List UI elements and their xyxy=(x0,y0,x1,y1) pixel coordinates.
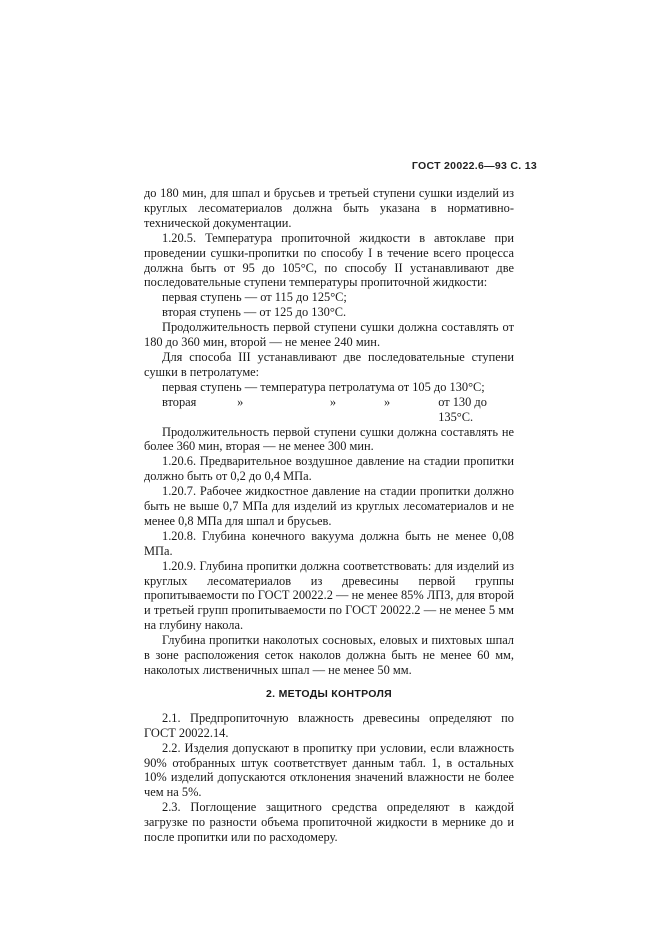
petrolatum-line-2 xyxy=(144,395,514,425)
petrolatum-line-2-col5: от 130 до 135°С. xyxy=(438,394,487,424)
petrolatum-line-2-col3: » xyxy=(329,394,337,409)
petrolatum-line-2-col4: » xyxy=(384,394,391,409)
section-title: 2. МЕТОДЫ КОНТРОЛЯ xyxy=(266,687,392,700)
paragraph-duration-1: Продолжительность первой ступени сушки должна составлять от 180 до 360 мин, второй — не менее 240 мин. xyxy=(144,320,514,350)
page-header: ГОСТ 20022.6—93 С. 13 xyxy=(411,160,537,172)
paragraph-1-20-9: 1.20.9. Глубина пропитки должна соответствовать: для изделий из круглых лесоматериалов из древесины первой группы пропитываемости по ГОСТ 20022.2 — не менее 85% ЛПЗ, для второй и третьей групп пропитываемости по ГОСТ 20022.2 — не менее 5 мм на глубину накола. xyxy=(144,558,514,633)
paragraph-2-1: 2.1. Предпропиточную влажность древесины определяют по ГОСТ 20022.14. xyxy=(144,710,514,740)
petrolatum-line-2-col1: вторая xyxy=(162,394,197,409)
paragraph-1-20-5: 1.20.5. Температура пропиточной жидкости в автоклаве при проведении сушки-пропитки по способу I в течение всего процесса должна быть от 95 до 105°С, по способу II устанавливают две последовательные ступени температуры пропиточной жидкости: xyxy=(144,230,514,290)
stage-1-line: первая ступень — от 115 до 125°С; xyxy=(162,290,347,305)
paragraph-continuation: до 180 мин, для шпал и брусьев и третьей ступени сушки изделий из круглых лесоматериалов должна быть указана в нормативно-технической документации. xyxy=(144,186,514,230)
paragraph-1-20-6: 1.20.6. Предварительное воздушное давление на стадии пропитки должно быть от 0,2 до 0,4 МПа. xyxy=(144,454,514,484)
stage-2-line: вторая ступень — от 125 до 130°С. xyxy=(162,305,347,320)
paragraph-2-2: 2.2. Изделия допускают в пропитку при условии, если влажность 90% отобранных штук соответствует данным табл. 1, в остальных 10% изделий допускаются отклонения значений влажности не более чем на 5%. xyxy=(144,740,514,800)
paragraph-2-3: 2.3. Поглощение защитного средства определяют в каждой загрузке по разности объема пропиточной жидкости в мернике до и после пропитки или по расходомеру. xyxy=(144,800,514,845)
paragraph-method-3: Для способа III устанавливают две последовательные ступени сушки в петролатуме: xyxy=(144,349,514,379)
document-body xyxy=(144,186,514,845)
paragraph-1-20-8: 1.20.8. Глубина конечного вакуума должна быть не менее 0,08 МПа. xyxy=(144,528,514,558)
paragraph-depth: Глубина пропитки наколотых сосновых, еловых и пихтовых шпал в зоне расположения сеток наколов должна быть не менее 60 мм, наколотых лиственичных шпал — не менее 50 мм. xyxy=(144,633,514,677)
petrolatum-line-1: первая ступень — температура петролатума от 105 до 130°С; xyxy=(162,379,485,394)
petrolatum-line-2-col2: » xyxy=(237,394,244,409)
paragraph-1-20-7: 1.20.7. Рабочее жидкостное давление на стадии пропитки должно быть не выше 0,7 МПа для изделий из круглых лесоматериалов и не менее 0,8 МПа для шпал и брусьев. xyxy=(144,484,514,528)
paragraph-duration-2: Продолжительность первой ступени сушки должна составлять не более 360 мин, вторая — не менее 300 мин. xyxy=(144,424,514,454)
